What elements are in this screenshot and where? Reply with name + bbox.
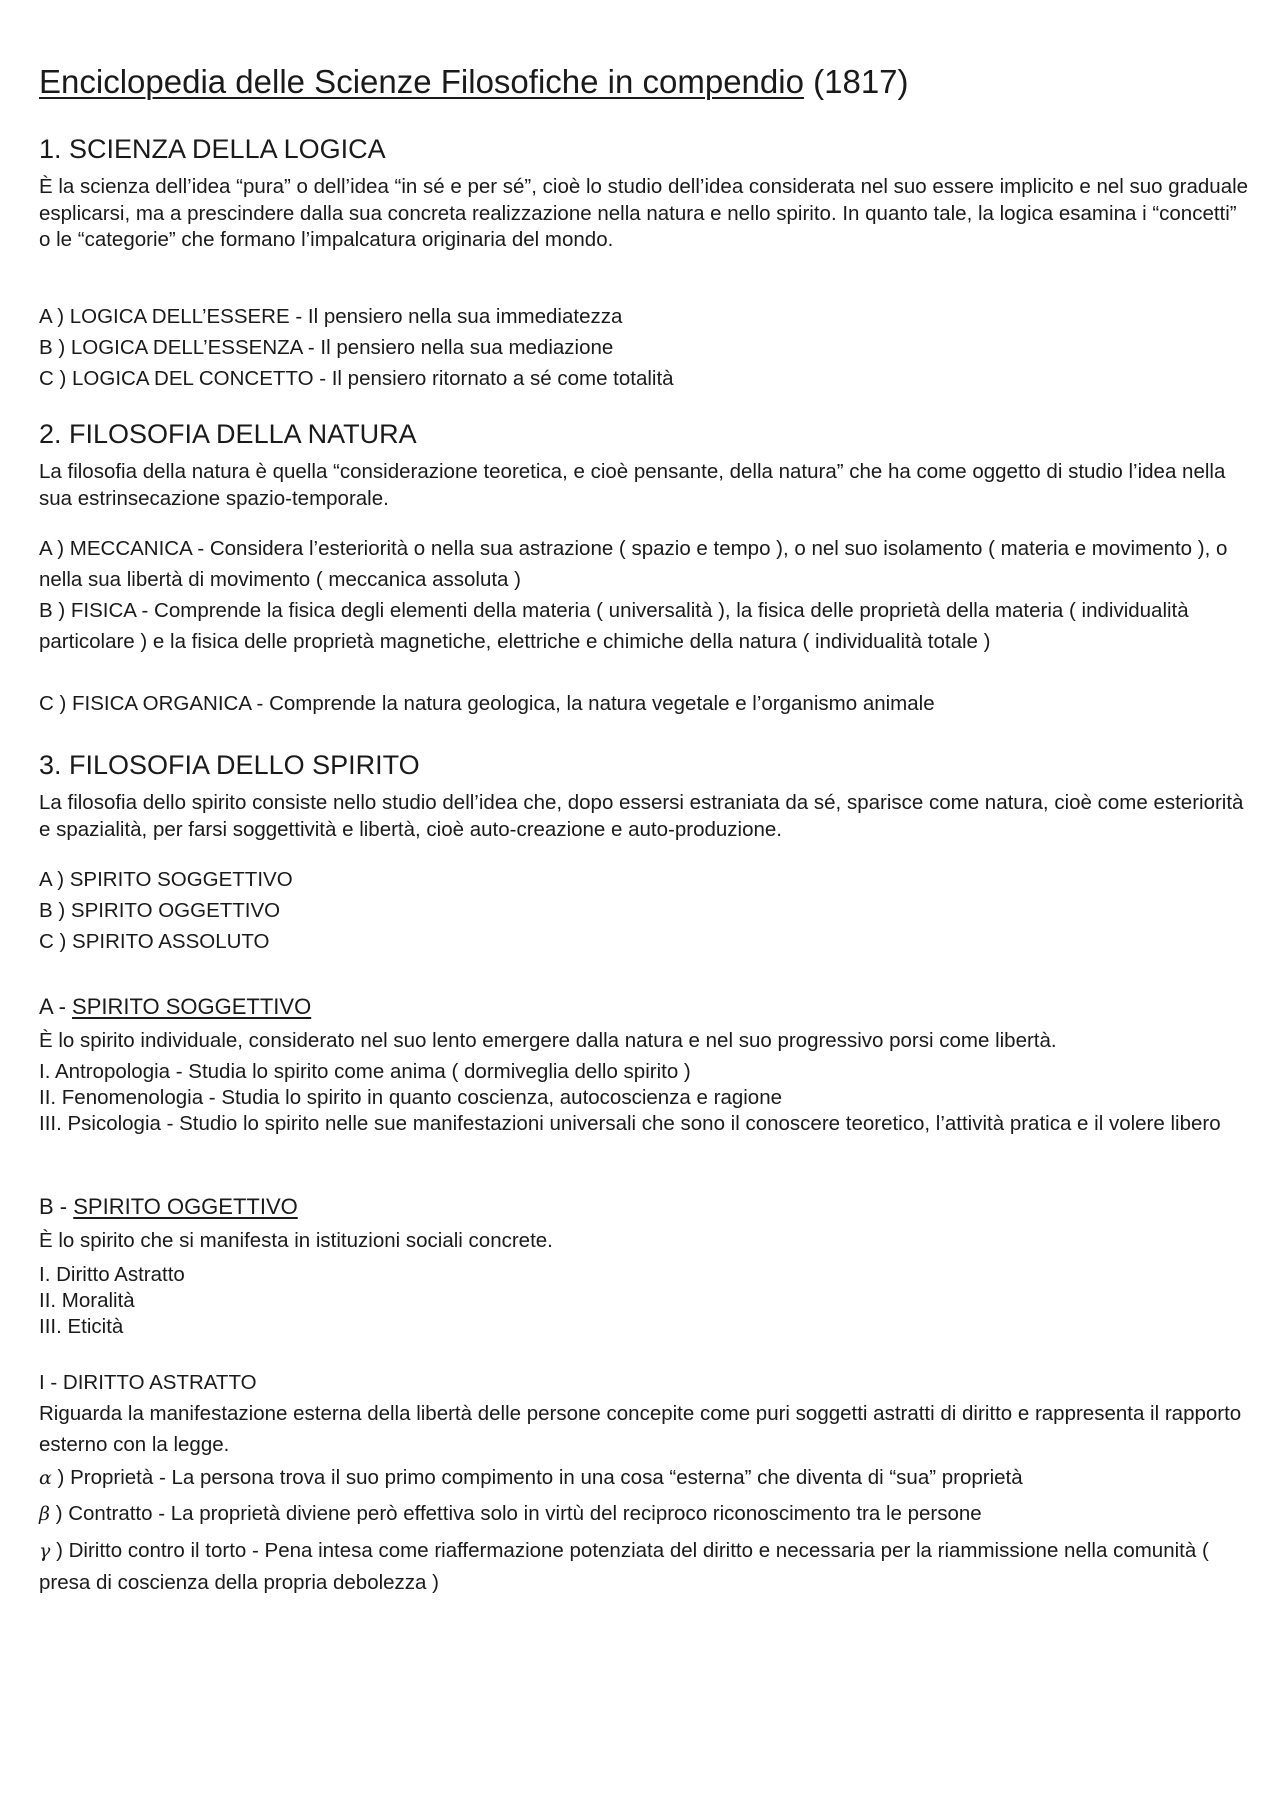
section2-heading: 2. FILOSOFIA DELLA NATURA bbox=[39, 419, 417, 449]
section3-item-c: C ) SPIRITO ASSOLUTO bbox=[39, 930, 270, 953]
section1-text: È la scienza dell’idea “pura” o dell’idea “in sé e per sé”, cioè lo studio dell’idea considerata nel suo essere implicito e nel suo graduale esplicarsi, ma a prescindere dalla sua concreta realizzazione nella natura e nello spirito. In quanto tale, la logica esamina i “concetti” o le “categorie” che formano l’impalcatura originaria del mondo. bbox=[39, 175, 1249, 251]
section2-item-b: B ) FISICA - Comprende la fisica degli elementi della materia ( universalità ), la fisica delle proprietà della materia ( individualità particolare ) e la fisica delle proprietà magnetiche, elettriche e chimiche della natura ( individualità totale ) bbox=[39, 599, 1189, 653]
title-year: (1817) bbox=[813, 63, 909, 100]
section3-heading: 3. FILOSOFIA DELLO SPIRITO bbox=[39, 750, 420, 780]
subA-item-2: II. Fenomenologia - Studia lo spirito in quanto coscienza, autocoscienza e ragione bbox=[39, 1086, 783, 1109]
subA-heading bbox=[39, 993, 311, 1021]
diritto-item-gamma bbox=[39, 1535, 1254, 1598]
subA-list bbox=[39, 1059, 1254, 1137]
section2-text: La filosofia della natura è quella “considerazione teoretica, e cioè pensante, della natura” che ha come oggetto di studio l’idea nella sua estrinsecazione spazio-temporale. bbox=[39, 460, 1226, 510]
section3-item-b: B ) SPIRITO OGGETTIVO bbox=[39, 899, 281, 922]
subB-item-3: III. Eticità bbox=[39, 1315, 124, 1338]
subB-item-2: II. Moralità bbox=[39, 1289, 135, 1312]
section1-item-c: C ) LOGICA DEL CONCETTO - Il pensiero ritornato a sé come totalità bbox=[39, 367, 674, 390]
subA-item-3: III. Psicologia - Studio lo spirito nelle sue manifestazioni universali che sono il conoscere teoretico, l’attività pratica e il volere libero bbox=[39, 1112, 1221, 1135]
section2-item-c: C ) FISICA ORGANICA - Comprende la natura geologica, la natura vegetale e l’organismo animale bbox=[39, 692, 935, 715]
subB-item-1: I. Diritto Astratto bbox=[39, 1263, 185, 1286]
gamma-symbol: γ bbox=[39, 1540, 51, 1562]
subA-item-1: I. Antropologia - Studia lo spirito come anima ( dormiveglia dello spirito ) bbox=[39, 1060, 691, 1083]
section3-text: La filosofia dello spirito consiste nello studio dell’idea che, dopo essersi estraniata da sé, sparisce come natura, cioè come esteriorità e spazialità, per farsi soggettività e libertà, cioè auto-creazione e auto-produzione. bbox=[39, 791, 1244, 841]
subA-title: SPIRITO SOGGETTIVO bbox=[72, 994, 312, 1019]
subB-prefix: B - bbox=[39, 1194, 74, 1219]
diritto-item-beta-text: ) Contratto - La proprietà diviene però effettiva solo in virtù del reciproco riconoscimento tra le persone bbox=[55, 1502, 982, 1525]
diritto-item-alpha bbox=[39, 1462, 1254, 1494]
title-main: Enciclopedia delle Scienze Filosofiche in compendio bbox=[39, 63, 804, 100]
diritto-heading: I - DIRITTO ASTRATTO bbox=[39, 1371, 257, 1394]
diritto-item-gamma-text: ) Diritto contro il torto - Pena intesa come riaffermazione potenziata del diritto e necessaria per la riammissione nella comunità ( presa di coscienza della propria debolezza ) bbox=[39, 1539, 1209, 1594]
subB-text: È lo spirito che si manifesta in istituzioni sociali concrete. bbox=[39, 1229, 553, 1252]
diritto-text: Riguarda la manifestazione esterna della libertà delle persone concepite come puri soggetti astratti di diritto e rappresenta il rapporto esterno con la legge. bbox=[39, 1402, 1242, 1456]
subA-text: È lo spirito individuale, considerato nel suo lento emergere dalla natura e nel suo progressivo porsi come libertà. bbox=[39, 1029, 1057, 1052]
section1-item-a: A ) LOGICA DELL’ESSERE - Il pensiero nella sua immediatezza bbox=[39, 305, 623, 328]
alpha-symbol: α bbox=[39, 1467, 52, 1489]
subB-heading bbox=[39, 1193, 298, 1221]
section1-item-b: B ) LOGICA DELL’ESSENZA - Il pensiero nella sua mediazione bbox=[39, 336, 614, 359]
section2-item-a: A ) MECCANICA - Considera l’esteriorità o nella sua astrazione ( spazio e tempo ), o nel suo isolamento ( materia e movimento ), o nella sua libertà di movimento ( meccanica assoluta ) bbox=[39, 537, 1228, 591]
subA-prefix: A - bbox=[39, 994, 73, 1019]
diritto-item-alpha-text: ) Proprietà - La persona trova il suo primo compimento in una cosa “esterna” che diventa di “sua” proprietà bbox=[57, 1466, 1023, 1489]
diritto-item-beta bbox=[39, 1498, 1254, 1530]
subB-title: SPIRITO OGGETTIVO bbox=[73, 1194, 298, 1219]
subB-list bbox=[39, 1262, 1254, 1340]
document-title bbox=[39, 62, 909, 102]
section3-item-a: A ) SPIRITO SOGGETTIVO bbox=[39, 868, 293, 891]
beta-symbol: β bbox=[39, 1503, 50, 1525]
section1-heading: 1. SCIENZA DELLA LOGICA bbox=[39, 134, 386, 164]
